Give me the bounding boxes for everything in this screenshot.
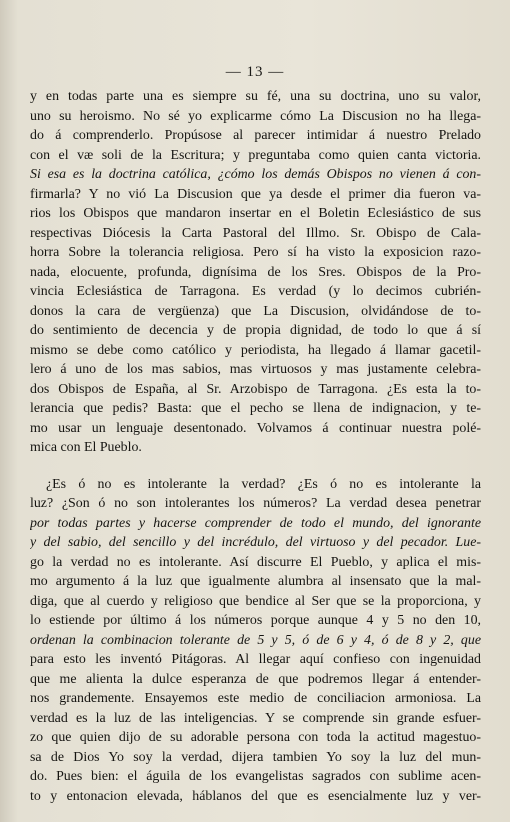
text-line: lerancia que pedis? Basta: que el pecho se llena de indignacion, y te- <box>30 401 481 416</box>
text-line: donos la cara de vergüenza) que La Discusion, olvidándose de to- <box>30 303 481 319</box>
text-line: lero á uno de los mas sabios, mas virtuosos y mas justamente celebra- <box>30 362 481 377</box>
text-line: que me alienta la dulce esperanza de que podremos llegar á entender- <box>30 671 481 687</box>
body-text <box>30 87 481 806</box>
text-line: to y entonacion elevada, háblanos del que es esencialmente luz y ver- <box>30 788 481 804</box>
text-line: luz? ¿Son ó no son intolerantes los números? La verdad desea penetrar <box>30 496 481 511</box>
text-line: y en todas parte una es siempre su fé, una su doctrina, uno su valor, <box>30 89 481 104</box>
text-line: Si esa es la doctrina católica, ¿cómo los demás Obispos no vienen á con- <box>30 167 481 182</box>
paragraph-gap <box>30 458 481 475</box>
text-line: uno su heroismo. No sé yo explicarme cómo La Discusion no ha llega- <box>30 108 481 124</box>
text-line: verdad es la luz de las inteligencias. Y se comprende sin grande esfuer- <box>30 710 481 726</box>
text-line: do sentimiento de decencia y de propia dignidad, de todo lo que á sí <box>30 323 481 338</box>
text-line: mo argumento á la luz que igualmente alumbra al insensato que la mal- <box>30 574 481 589</box>
text-line: lo estiende por último á los números porque aunque 4 y 5 no den 10, <box>30 613 481 628</box>
text-line: ¿Es ó no es intolerante la verdad? ¿Es ó no es intolerante la <box>46 476 481 492</box>
text-line: go la verdad no es intolerante. Así discurre El Pueblo, y aplica el mis- <box>30 554 481 570</box>
text-line: do. Pues bien: el águila de los evangelistas sagrados con sublime acen- <box>30 769 481 784</box>
text-line: y del sabio, del sencillo y del incrédulo, del virtuoso y del pecador. Lue- <box>30 535 481 550</box>
text-line: horra Sobre la tolerancia religiosa. Pero sí ha visto la exposicion razo- <box>30 245 481 260</box>
text-line: rios los Obispos que mandaron insertar en el Boletin Eclesiástico de sus <box>30 206 481 221</box>
text-line: sa de Dios Yo soy la verdad, dijera tambien Yo soy la luz del mun- <box>30 749 481 765</box>
text-line: vincia Eclesiástica de Tarragona. Es verdad (y lo decimos cubrién- <box>30 284 481 299</box>
text-line: mica con El Pueblo. <box>30 440 142 455</box>
text-line: ordenan la combinacion tolerante de 5 y 5, ó de 6 y 4, ó de 8 y 2, que <box>30 632 481 648</box>
text-line: firmarla? Y no vió La Discusion que ya desde el primer dia fueron va- <box>30 186 481 202</box>
text-line: para esto les inventó Pitágoras. Al llegar aquí confieso con ingenuidad <box>30 652 481 667</box>
text-line: nos grandemente. Ensayemos este medio de conciliacion armoniosa. La <box>30 691 481 706</box>
text-line: dos Obispos de España, al Sr. Arzobispo de Tarragona. ¿Es esta la to- <box>30 381 481 397</box>
text-line: nada, elocuente, profunda, dignísima de los Sres. Obispos de la Pro- <box>30 264 481 280</box>
text-line: mo usar un lenguaje desentonado. Volvamos á continuar nuestra polé- <box>30 420 481 436</box>
text-line: respectivas Diócesis la Carta Pastoral del Illmo. Sr. Obispo de Cala- <box>30 225 481 241</box>
text-line: diga, que al cuerdo y religioso que bendice al Ser que se la proporciona, y <box>30 593 481 609</box>
text-line: do á comprenderlo. Propúsose al parecer intimidar á nuestro Prelado <box>30 128 481 143</box>
text-line: mismo se debe como católico y periodista, ha llegado á llamar gacetil- <box>30 342 481 358</box>
text-line: con el væ soli de la Escritura; y preguntaba como quien canta victoria. <box>30 147 481 163</box>
text-line: zo que quien dijo de su adorable persona con toda la actitud magestuo- <box>30 730 481 745</box>
text-line: por todas partes y hacerse comprender de todo el mundo, del ignorante <box>30 515 481 531</box>
page-number: — 13 — <box>225 64 285 80</box>
